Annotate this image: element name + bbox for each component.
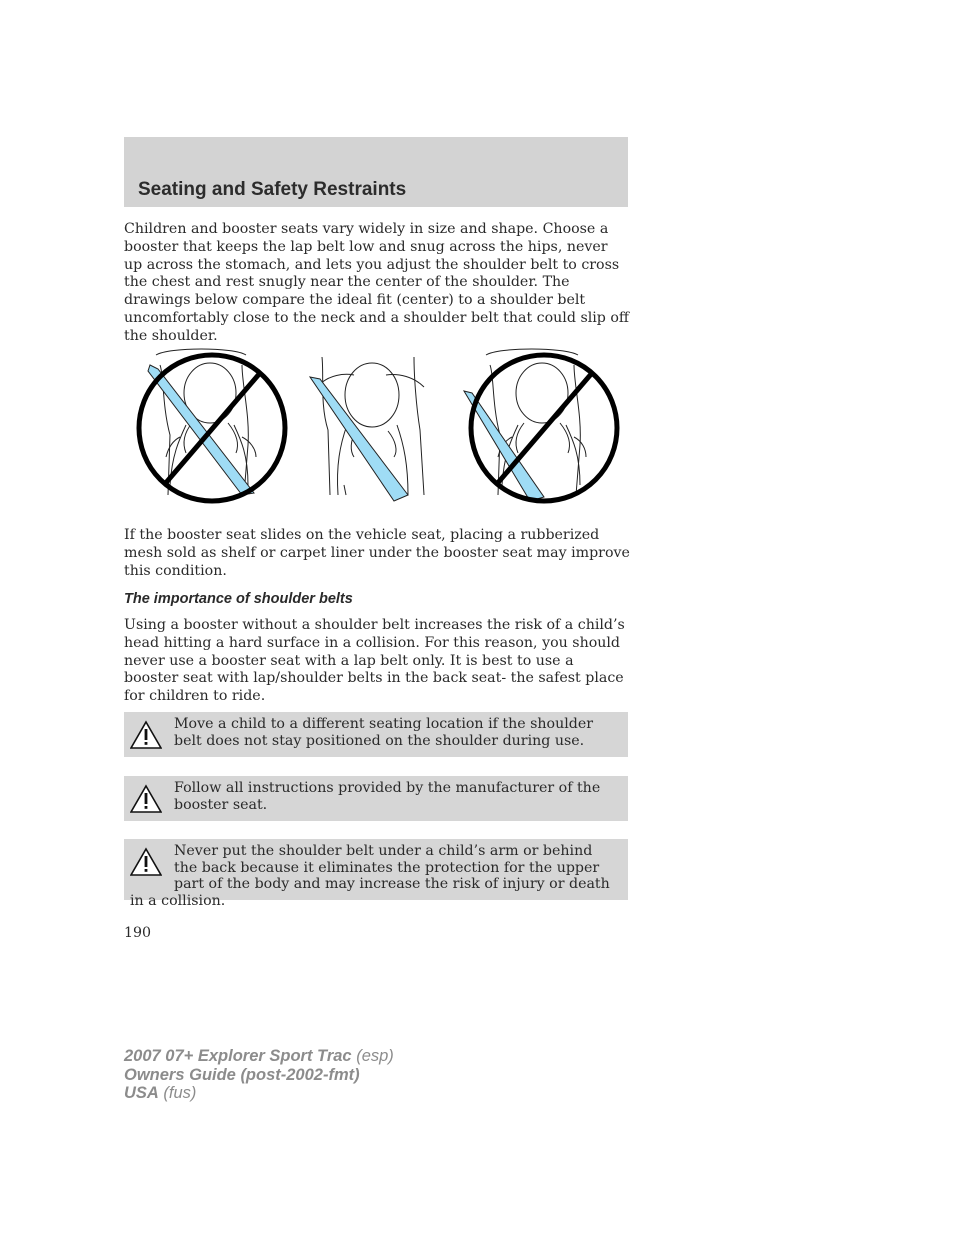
footer-line-1: 2007 07+ Explorer Sport Trac (esp) — [124, 1047, 394, 1065]
warning-triangle-icon — [130, 720, 162, 750]
document-footer — [124, 1047, 394, 1103]
belt-near-neck-strap — [148, 365, 254, 495]
page-title: Seating and Safety Restraints — [138, 179, 407, 200]
warning-triangle-icon — [130, 847, 162, 877]
warning-text: Never put the shoulder belt under a child’s arm or behind the back because it eliminates the protection for the upper part of the body and may increase the risk of injury or death in a collision. — [130, 843, 610, 909]
shoulder-belts-paragraph: Using a booster without a shoulder belt increases the risk of a child’s head hitting a hard surface in a collision. For this reason, you should never use a booster seat with a lap belt only. It is best to use a booster seat with lap/shoulder belts in the back seat- the safest place for children to ride. — [124, 617, 625, 705]
footer-line-2: Owners Guide (post-2002-fmt) — [124, 1065, 360, 1084]
warning-box — [124, 839, 628, 909]
footer-line-3: USA (fus) — [124, 1084, 197, 1102]
shoulder-belts-subheading: The importance of shoulder belts — [124, 591, 353, 607]
intro-paragraph: Children and booster seats vary widely in size and shape. Choose a booster that keeps the lap belt low and snug across the hips, never up across the stomach, and lets you adjust the shoulder belt to cross the chest and rest snugly near the center of the shoulder. The drawings below compare the ideal fit (center) to a shoulder belt uncomfortably close to the neck and a shoulder belt that could slip off the shoulder. — [124, 221, 630, 344]
page-number: 190 — [124, 925, 152, 941]
warning-triangle-icon — [130, 784, 162, 814]
warning-box — [124, 776, 628, 821]
prohibition-icon — [139, 355, 285, 501]
warning-text: Follow all instructions provided by the manufacturer of the booster seat. — [174, 780, 601, 813]
booster-mesh-paragraph: If the booster seat slides on the vehicle seat, placing a rubberized mesh sold as shelf or carpet liner under the booster seat may improve this condition. — [124, 527, 630, 579]
belt-ideal-fit-figure — [319, 357, 424, 495]
warning-text: Move a child to a different seating location if the shoulder belt does not stay positioned on the shoulder during use. — [174, 716, 594, 749]
section-header — [124, 137, 628, 207]
warning-box — [124, 712, 628, 757]
belt-fit-illustration — [124, 345, 630, 510]
